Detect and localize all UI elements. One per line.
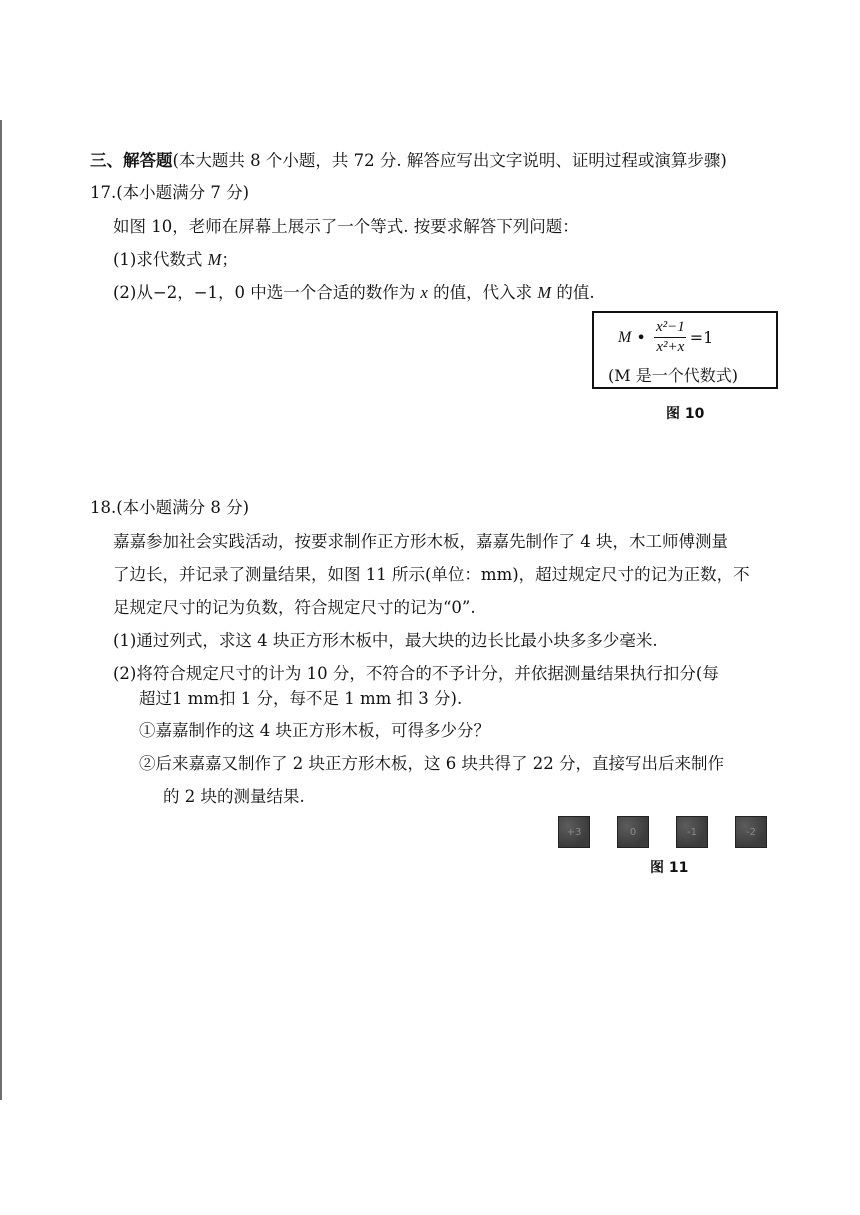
board-2-label: 0	[629, 826, 637, 838]
formula-box	[592, 311, 778, 389]
q17-part2-mid: 的值，代入求	[427, 283, 538, 302]
q17-heading: 17.(本小题满分 7 分)	[90, 183, 250, 202]
board-4-label: -2	[746, 826, 756, 838]
q17-part1-var: M	[207, 250, 222, 269]
q18-part1: (1)通过列式，求这 4 块正方形木板中，最大块的边长比最小块多多少毫米.	[113, 631, 658, 650]
q18-part2-line2: 超过1 mm扣 1 分，每不足 1 mm 扣 3 分).	[139, 689, 463, 708]
formula-note: (M 是一个代数式)	[608, 366, 738, 385]
board-4	[735, 816, 767, 848]
board-2	[617, 816, 649, 848]
q17-part2-text: (2)从−2，−1，0 中选一个合适的数作为	[113, 283, 421, 302]
formula-rhs: =1	[689, 328, 714, 347]
q17-part1-end: ；	[221, 250, 238, 269]
q17-part2-x: x	[420, 283, 428, 302]
formula-denominator: x²+x	[656, 339, 685, 355]
q18-para-line2: 了边长，并记录了测量结果，如图 11 所示(单位：mm)，超过规定尺寸的记为正数，不	[113, 565, 750, 584]
board-1	[558, 816, 590, 848]
q18-para-line3: 足规定尺寸的记为负数，符合规定尺寸的记为“0”.	[113, 598, 476, 617]
q17-part2-end: 的值.	[551, 283, 595, 302]
figure-11-caption: 图 11	[650, 860, 689, 876]
formula-numerator: x²−1	[655, 319, 685, 335]
equation	[618, 319, 713, 356]
q18-part2-line1: (2)将符合规定尺寸的计为 10 分，不符合的不予计分，并依据测量结果执行扣分(每	[113, 664, 719, 683]
q17-part1-text: (1)求代数式	[113, 250, 208, 269]
section-title: 三、解答题	[90, 151, 173, 170]
section-description: (本大题共 8 个小题，共 72 分. 解答应写出文字说明、证明过程或演算步骤)	[172, 151, 727, 170]
formula-fraction	[654, 319, 687, 356]
section-header	[90, 150, 727, 172]
formula-lhs: M	[618, 328, 632, 346]
board-3	[676, 816, 708, 848]
q17-part2	[113, 282, 595, 304]
q18-part2-sub1: ①嘉嘉制作的这 4 块正方形木板，可得多少分？	[139, 721, 490, 740]
formula-dot: •	[631, 328, 651, 347]
q17-part2-m: M	[537, 283, 552, 302]
q18-part2-sub2-line1: ②后来嘉嘉又制作了 2 块正方形木板，这 6 块共得了 22 分，直接写出后来制作	[139, 754, 724, 773]
scan-edge	[0, 120, 2, 1100]
figure-10-caption: 图 10	[666, 406, 705, 422]
q17-part1	[113, 249, 238, 271]
board-3-label: -1	[687, 826, 697, 838]
q18-heading: 18.(本小题满分 8 分)	[90, 498, 250, 517]
board-1-label: +3	[566, 826, 582, 838]
q18-part2-sub2-line2: 的 2 块的测量结果.	[163, 787, 305, 806]
q18-para-line1: 嘉嘉参加社会实践活动，按要求制作正方形木板，嘉嘉先制作了 4 块，木工师傅测量	[113, 532, 728, 551]
q17-intro: 如图 10，老师在屏幕上展示了一个等式. 按要求解答下列问题：	[113, 217, 579, 236]
